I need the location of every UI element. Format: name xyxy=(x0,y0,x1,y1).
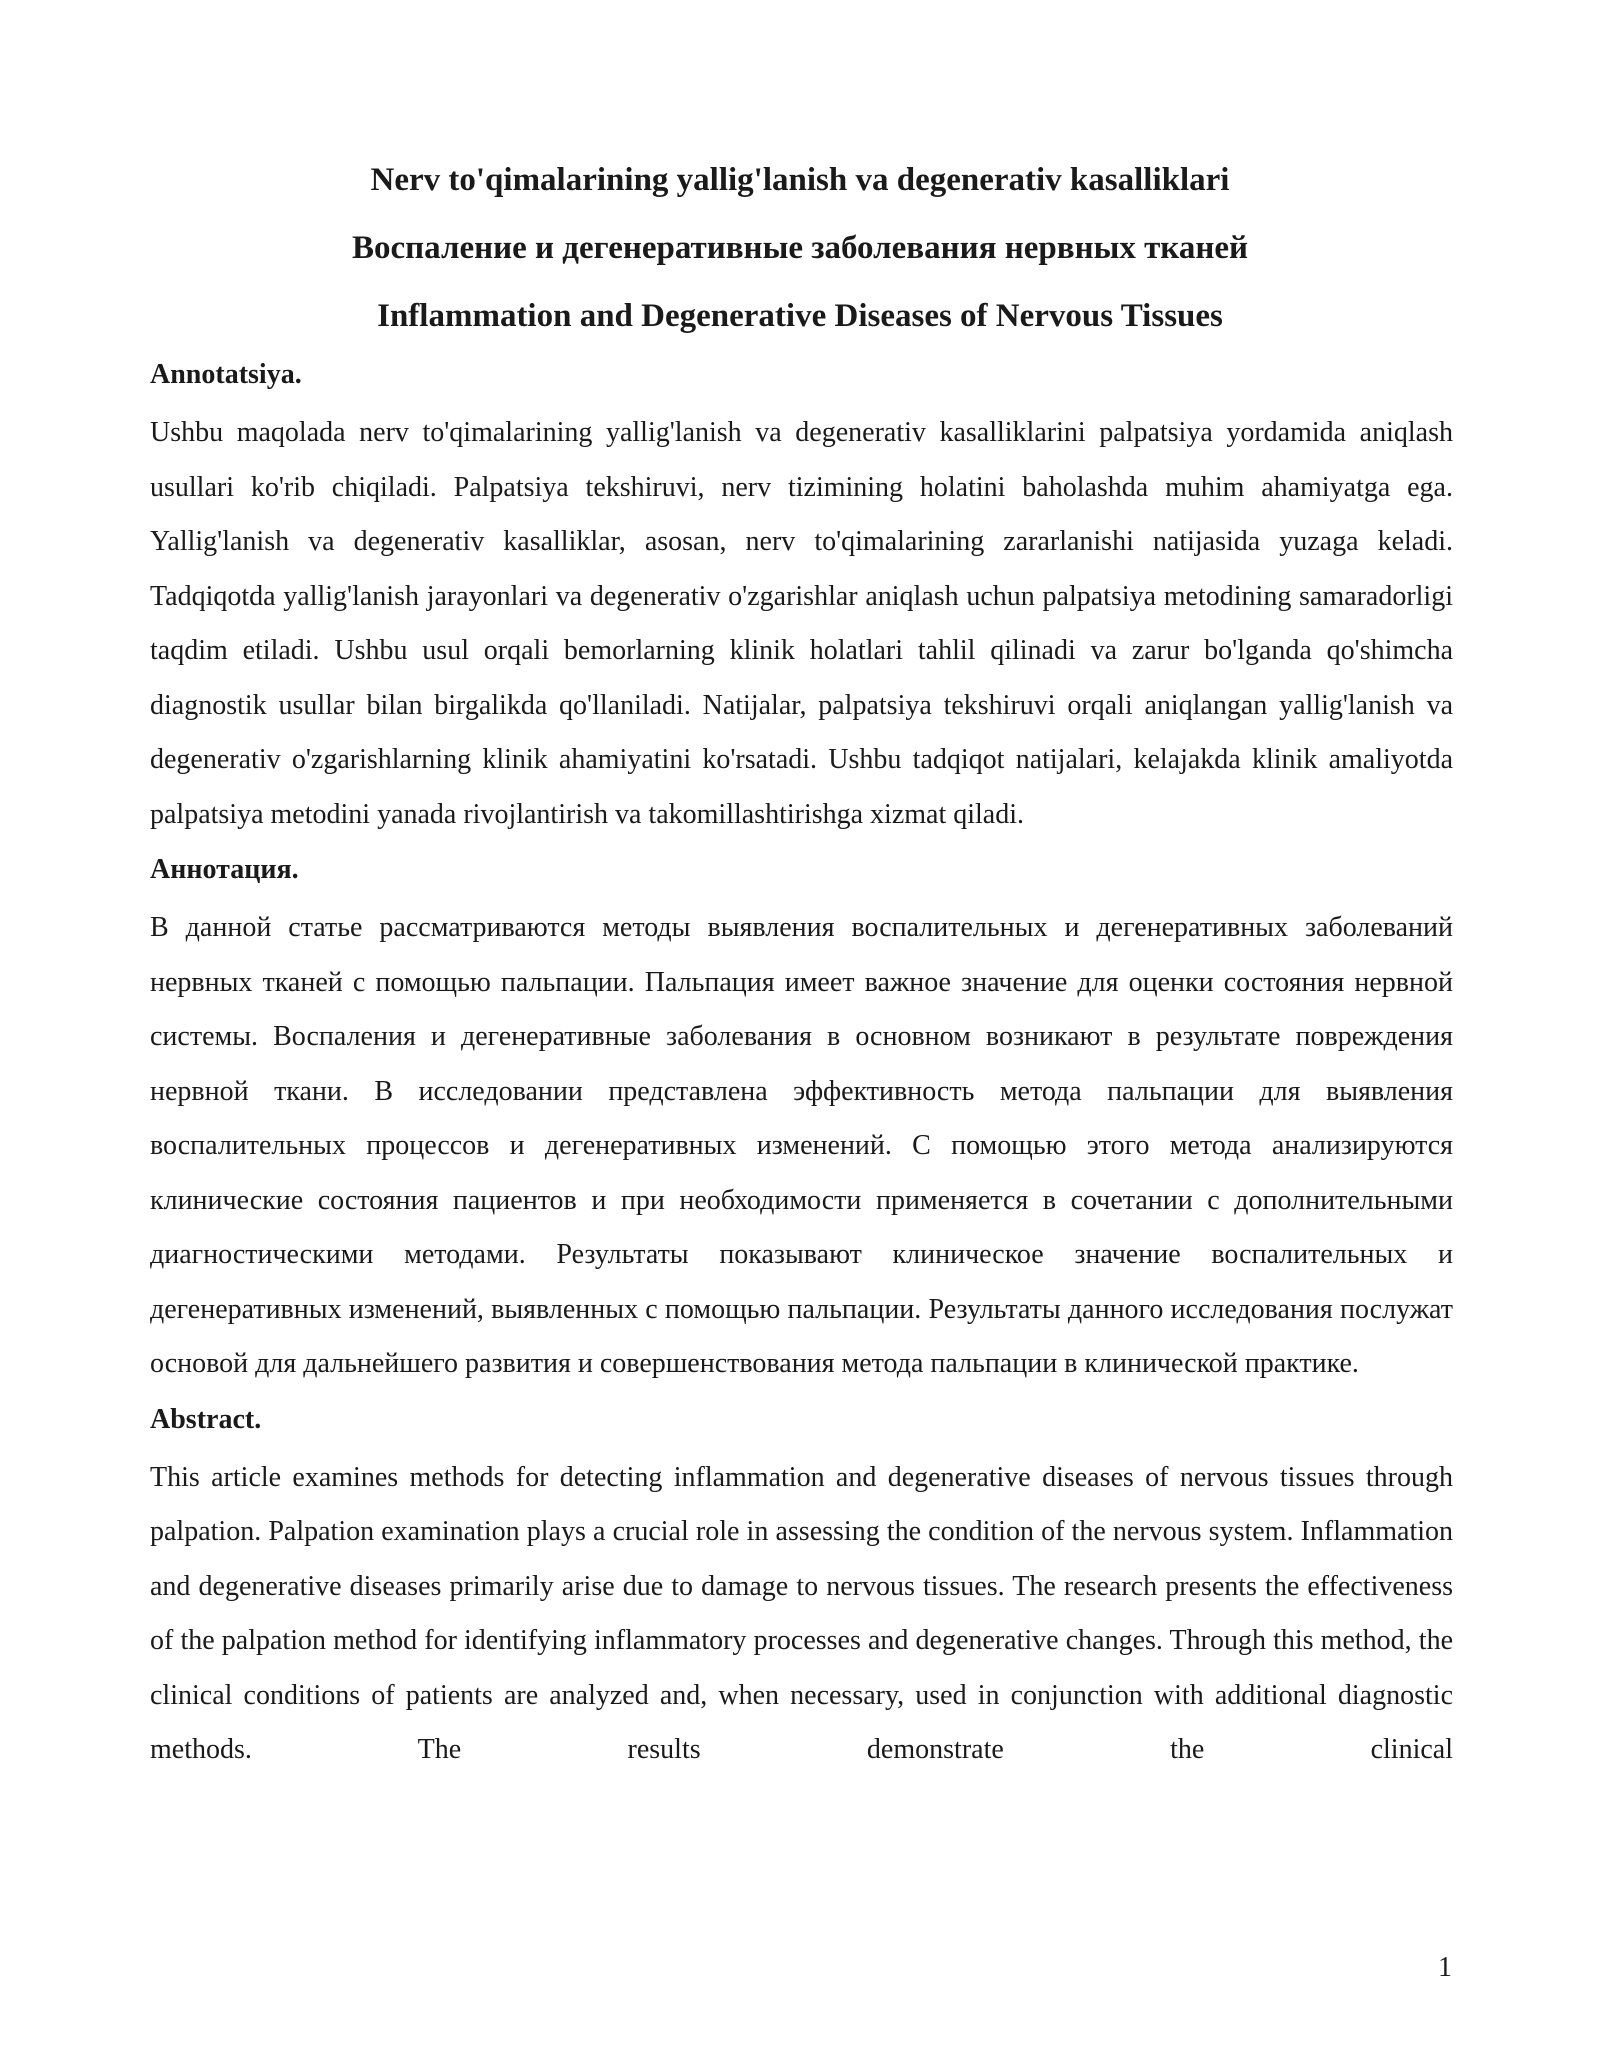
page-number: 1 xyxy=(1438,1952,1452,1983)
annotation-russian-text: В данной статье рассматриваются методы выявления воспалительных и дегенеративных заболеваний нервных тканей с помощью пальпации. Пальпация имеет важное значение для оценки состояния нервной системы. Воспаления и дегенеративные заболевания в основном возникают в результате повреждения нервной ткани. В исследовании представлена эффективность метода пальпации для выявления воспалительных процессов и дегенеративных изменений. С помощью этого метода анализируются клинические состояния пациентов и при необходимости применяется в сочетании с дополнительными диагностическими методами. Результаты показывают клиническое значение воспалительных и дегенеративных изменений, выявленных с помощью пальпации. Результаты данного исследования послужат основой для дальнейшего развития и совершенствования метода пальпации в клинической практике. xyxy=(150,912,1453,1379)
title-english: Inflammation and Degenerative Diseases of Nervous Tissues xyxy=(377,298,1223,334)
title-uzbek: Nerv to'qimalarining yallig'lanish va degenerativ kasalliklari xyxy=(370,162,1230,198)
annotation-uzbek-text: Ushbu maqolada nerv to'qimalarining yallig'lanish va degenerativ kasalliklarini palpatsiya yordamida aniqlash usullari ko'rib chiqiladi. Palpatsiya tekshiruvi, nerv tizimining holatini baholashda muhim ahamiyatga ega. Yallig'lanish va degenerativ kasalliklar, asosan, nerv to'qimalarining zararlanishi natijasida yuzaga keladi. Tadqiqotda yallig'lanish jarayonlari va degenerativ o'zgarishlar aniqlash uchun palpatsiya metodining samaradorligi taqdim etiladi. Ushbu usul orqali bemorlarning klinik holatlari tahlil qilinadi va zarur bo'lganda qo'shimcha diagnostik usullar bilan birgalikda qo'llaniladi. Natijalar, palpatsiya tekshiruvi orqali aniqlangan yallig'lanish va degenerativ o'zgarishlarning klinik ahamiyatini ko'rsatadi. Ushbu tadqiqot natijalari, kelajakda klinik amaliyotda palpatsiya metodini yanada rivojlantirish va takomillashtirishga xizmat qiladi. xyxy=(150,417,1453,830)
abstracts-body xyxy=(150,355,1453,1786)
abstract-english-text: This article examines methods for detecting inflammation and degenerative diseases of nervous tissues through palpation. Palpation examination plays a crucial role in assessing the condition of the nervous system. Inflammation and degenerative diseases primarily arise due to damage to nervous tissues. The research presents the effectiveness of the palpation method for identifying inflammatory processes and degenerative changes. Through this method, the clinical conditions of patients are analyzed and, when necessary, used in conjunction with additional diagnostic methods. The results demonstrate the clinical xyxy=(150,1461,1453,1765)
annotation-uzbek-heading: Annotatsiya. xyxy=(150,359,302,390)
title-russian: Воспаление и дегенеративные заболевания нервных тканей xyxy=(352,230,1248,266)
abstract-english-heading: Abstract. xyxy=(150,1403,262,1435)
annotation-russian-heading: Аннотация. xyxy=(150,854,299,885)
title-block xyxy=(150,146,1450,350)
